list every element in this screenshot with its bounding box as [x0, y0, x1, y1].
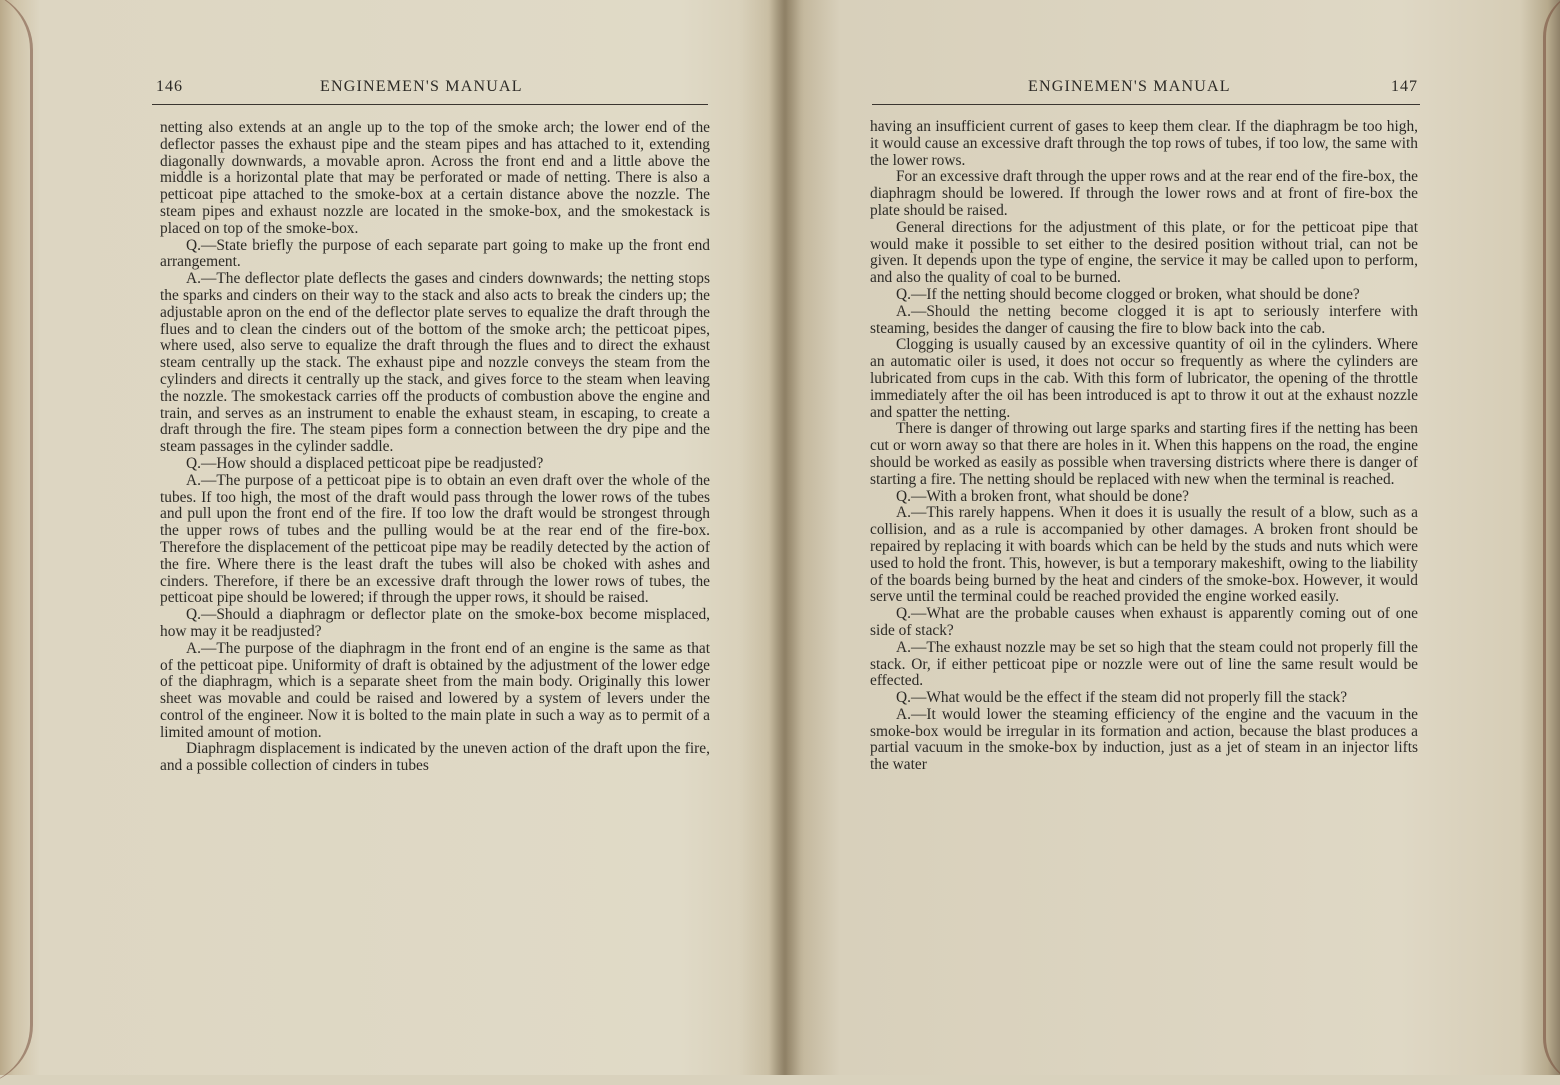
question: Q.—State briefly the purpose of each separate part going to make up the front end arrangement. [160, 236, 710, 271]
left-page-header [156, 78, 710, 102]
answer: A.—The exhaust nozzle may be set so high that the steam could not properly fill the stack. Or, if either petticoat pipe or nozzle were out of line the same result would be effected. [870, 638, 1418, 690]
running-head: ENGINEMEN'S MANUAL [1028, 78, 1231, 95]
answer: A.—This rarely happens. When it does it is usually the result of a blow, such as a collision, and as a rule is accompanied by other damages. A broken front should be repaired by replacing it with boards which can be held by the studs and nuts which were used to hold the front. This, however, is but a temporary makeshift, owing to the liability of the boards being burned by the heat and cinders of the smoke-box. However, it would serve until the terminal could be reached provided the engine worked easily. [870, 504, 1418, 606]
right-page [870, 0, 1418, 1075]
paragraph: For an excessive draft through the upper rows and at the rear end of the fire-box, the diaphragm should be lowered. If through the lower rows and at front of fire-box the plate should be raised. [870, 168, 1418, 219]
running-head: ENGINEMEN'S MANUAL [320, 78, 523, 95]
answer: A.—The purpose of a petticoat pipe is to obtain an even draft over the whole of the tubes. If too high, the most of the draft would pass through the lower rows of the tubes and pull upon the front end of the fire. If too low the draft would be strongest through the upper rows of tubes and the pulling would be at the rear end of the fire-box. Therefore the displacement of the petticoat pipe may be readily detected by the action of the fire. Where there is the least draft the tubes will also be choked with ashes and cinders. Therefore, if there be an excessive draft through the lower rows of tubes, the petticoat pipe should be lowered; if through the upper rows, it should be raised. [160, 471, 710, 607]
book-cover-edge-left [0, 0, 33, 1085]
right-page-body [870, 119, 1418, 774]
question: Q.—With a broken front, what should be done? [896, 487, 1190, 505]
question: Q.—What are the probable causes when exhaust is apparently coming out of one side of stack? [870, 605, 1418, 639]
page-number: 147 [1391, 78, 1418, 95]
book-cover-edge-right [1543, 0, 1560, 1085]
paragraph: Diaphragm displacement is indicated by the uneven action of the draft upon the fire, and a possible collection of cinders in tubes [160, 740, 710, 775]
answer: A.—Should the netting become clogged it is apt to seriously interfere with steaming, besides the danger of causing the fire to blow back into the cab. [870, 302, 1418, 337]
question: Q.—How should a displaced petticoat pipe be readjusted? [186, 454, 544, 472]
answer: A.—It would lower the steaming efficiency of the engine and the vacuum in the smoke-box would be irregular in its formation and action, because the blast produces a partial vacuum in the smoke-box by induction, just as a jet of steam in an injector lifts the water [870, 705, 1418, 774]
left-page-body [160, 120, 710, 775]
question: Q.—If the netting should become clogged or broken, what should be done? [896, 285, 1360, 303]
header-rule [872, 104, 1420, 105]
book-gutter [768, 0, 804, 1075]
header-rule [152, 104, 708, 105]
right-page-header [870, 78, 1418, 102]
paragraph: Clogging is usually caused by an excessive quantity of oil in the cylinders. Where an automatic oiler is used, it does not occur so frequently as where the cylinders are lubricated from cups in the cab. With this form of lubricator, the opening of the throttle immediately after the oil has been introduced is apt to throw it out at the exhaust nozzle and spatter the netting. [870, 336, 1418, 421]
question: Q.—Should a diaphragm or deflector plate on the smoke-box become misplaced, how may it be readjusted? [160, 606, 710, 640]
paragraph: There is danger of throwing out large sparks and starting fires if the netting has been cut or worn away so that there are holes in it. When this happens on the road, the engine should be worked as easily as possible when traversing districts where there is danger of starting a fire. The netting should be replaced with new when the terminal is reached. [870, 420, 1418, 488]
page-number: 146 [156, 78, 183, 95]
question: Q.—What would be the effect if the steam did not properly fill the stack? [896, 689, 1348, 707]
left-page [156, 0, 710, 1075]
paragraph: General directions for the adjustment of this plate, or for the petticoat pipe that would make it possible to set either to the desired position without trial, can not be given. It depends upon the type of engine, the service it may be called upon to perform, and also the quality of coal to be burned. [870, 218, 1418, 287]
paragraph: having an insufficient current of gases to keep them clear. If the diaphragm be too high, it would cause an excessive draft through the top rows of tubes, if too low, the same with the lower rows. [870, 118, 1418, 169]
answer: A.—The purpose of the diaphragm in the front end of an engine is the same as that of the petticoat pipe. Uniformity of draft is obtained by the adjustment of the lower edge of the diaphragm, which is a separate sheet from the main body. Originally this lower sheet was movable and could be raised and lowered by a system of levers under the control of the engineer. Now it is bolted to the main plate in such a way as to permit of a limited amount of motion. [160, 639, 710, 741]
paragraph: netting also extends at an angle up to the top of the smoke arch; the lower end of the deflector passes the exhaust pipe and the steam pipes and has attached to it, extending diagonally downwards, a movable apron. Across the front end and a little above the middle is a horizontal plate that may be perforated or made of netting. There is also a petticoat pipe attached to the smoke-box at a certain distance above the nozzle. The steam pipes and exhaust nozzle are located in the smoke-box, and the smokestack is placed on top of the smoke-box. [160, 119, 710, 237]
answer: A.—The deflector plate deflects the gases and cinders downwards; the netting stops the sparks and cinders on their way to the stack and also acts to break the cinders up; the adjustable apron on the end of the deflector plate serves to equalize the draft through the flues and to clean the cinders out of the bottom of the smoke arch; the petticoat pipes, where used, also serve to equalize the draft through the flues and to direct the exhaust steam centrally up the stack. The exhaust pipe and nozzle conveys the steam from the cylinders and directs it centrally up the stack, and gives force to the steam when leaving the nozzle. The smokestack carries off the products of combustion above the engine and train, and serves as an instrument to enable the exhaust steam, in escaping, to create a draft through the fire. The steam pipes form a connection between the dry pipe and the steam passages in the cylinder saddle. [160, 270, 710, 456]
